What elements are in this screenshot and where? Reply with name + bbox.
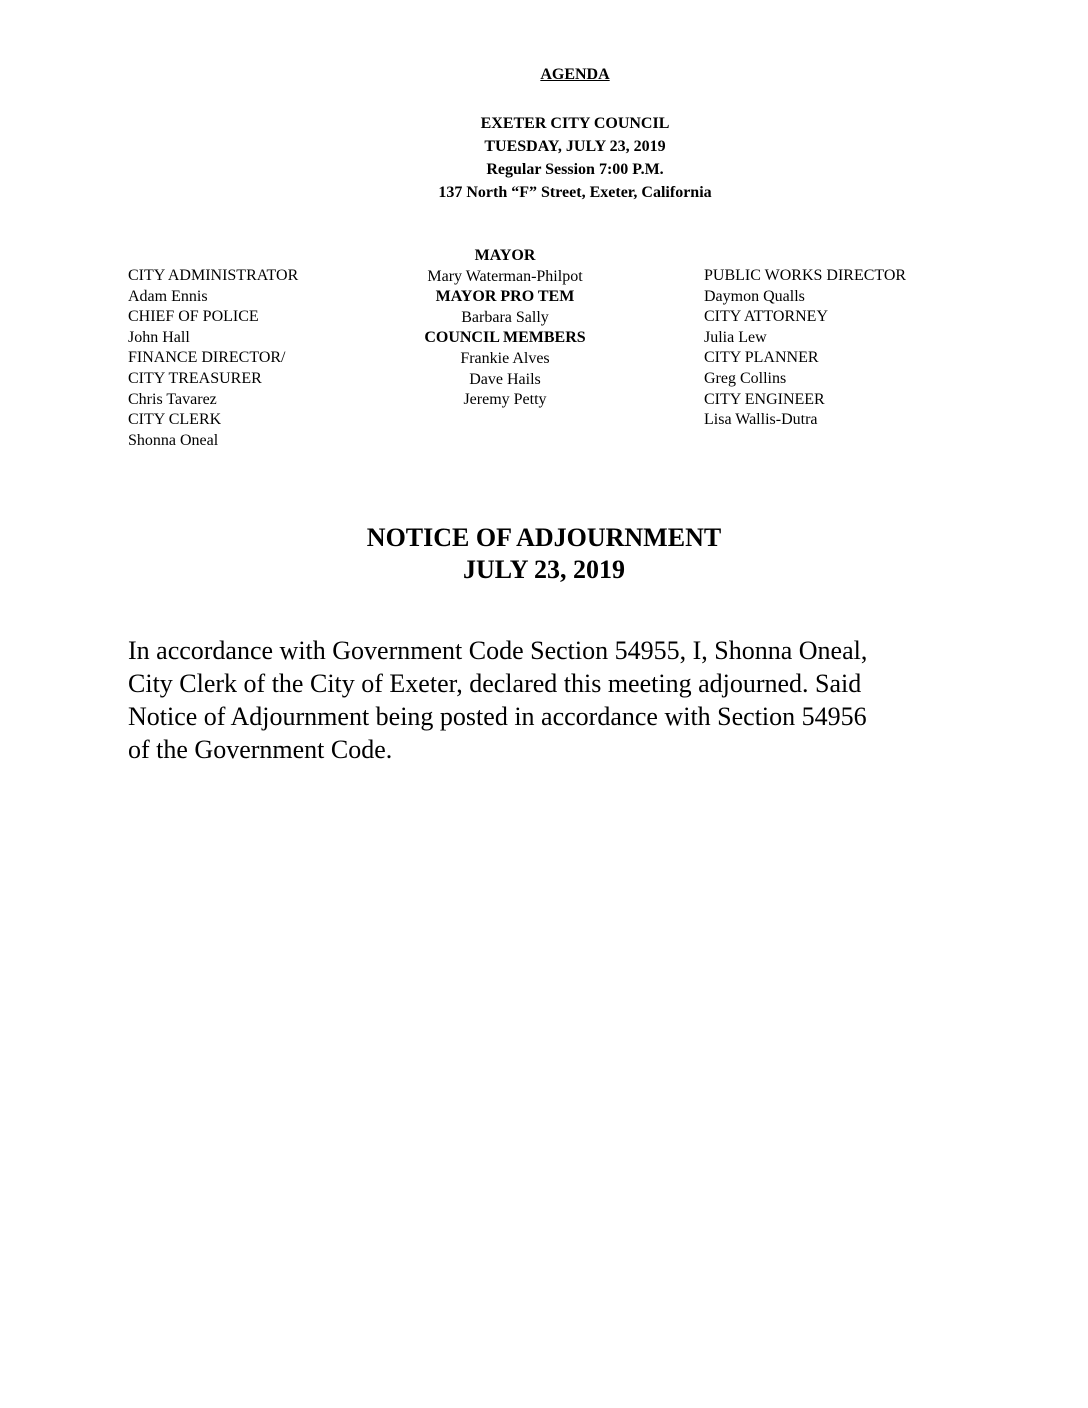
session-time: Regular Session 7:00 P.M. — [486, 161, 664, 178]
staff-title: CITY TREASURER — [128, 369, 262, 387]
notice-body — [128, 634, 958, 766]
agenda-title: AGENDA — [540, 66, 610, 83]
notice-line: City Clerk of the City of Exeter, declared this meeting adjourned. Said — [128, 669, 862, 698]
staff-right-column — [704, 266, 1004, 431]
council-column — [380, 246, 630, 411]
staff-name: Julia Lew — [704, 328, 767, 346]
staff-title: CITY ADMINISTRATOR — [128, 267, 299, 284]
staff-name: John Hall — [128, 328, 190, 346]
staff-name: Daymon Qualls — [704, 287, 805, 305]
staff-title: CITY CLERK — [128, 411, 222, 429]
notice-title: NOTICE OF ADJOURNMENT — [366, 523, 722, 552]
meeting-address: 137 North “F” Street, Exeter, California — [438, 184, 712, 201]
staff-title: CITY PLANNER — [704, 349, 819, 367]
staff-name: Greg Collins — [704, 369, 787, 387]
staff-title: CITY ATTORNEY — [704, 308, 828, 326]
mayor-pro-tem-name: Barbara Sally — [461, 308, 549, 326]
council-member: Jeremy Petty — [463, 391, 547, 409]
staff-title: CHIEF OF POLICE — [128, 308, 259, 326]
council-member: Dave Hails — [469, 370, 541, 388]
staff-title: FINANCE DIRECTOR/ — [128, 349, 286, 367]
council-name: EXETER CITY COUNCIL — [480, 115, 670, 132]
staff-name: Adam Ennis — [128, 287, 208, 305]
staff-name: Chris Tavarez — [128, 390, 217, 408]
notice-heading — [0, 522, 1088, 586]
notice-line: In accordance with Government Code Section 54955, I, Shonna Oneal, — [128, 636, 868, 665]
meeting-date: TUESDAY, JULY 23, 2019 — [484, 138, 666, 155]
mayor-pro-tem-heading: MAYOR PRO TEM — [435, 288, 575, 306]
staff-left-column — [128, 266, 398, 451]
notice-line: of the Government Code. — [128, 735, 393, 764]
meeting-header — [0, 112, 1088, 204]
staff-title: PUBLIC WORKS DIRECTOR — [704, 267, 907, 284]
staff-name: Lisa Wallis-Dutra — [704, 411, 818, 429]
notice-date: JULY 23, 2019 — [462, 555, 626, 584]
mayor-name: Mary Waterman-Philpot — [427, 267, 583, 285]
staff-name: Shonna Oneal — [128, 431, 219, 449]
council-member: Frankie Alves — [460, 349, 550, 367]
staff-title: CITY ENGINEER — [704, 390, 825, 408]
council-members-heading: COUNCIL MEMBERS — [424, 329, 586, 347]
mayor-heading: MAYOR — [474, 247, 536, 264]
notice-line: Notice of Adjournment being posted in accordance with Section 54956 — [128, 702, 867, 731]
